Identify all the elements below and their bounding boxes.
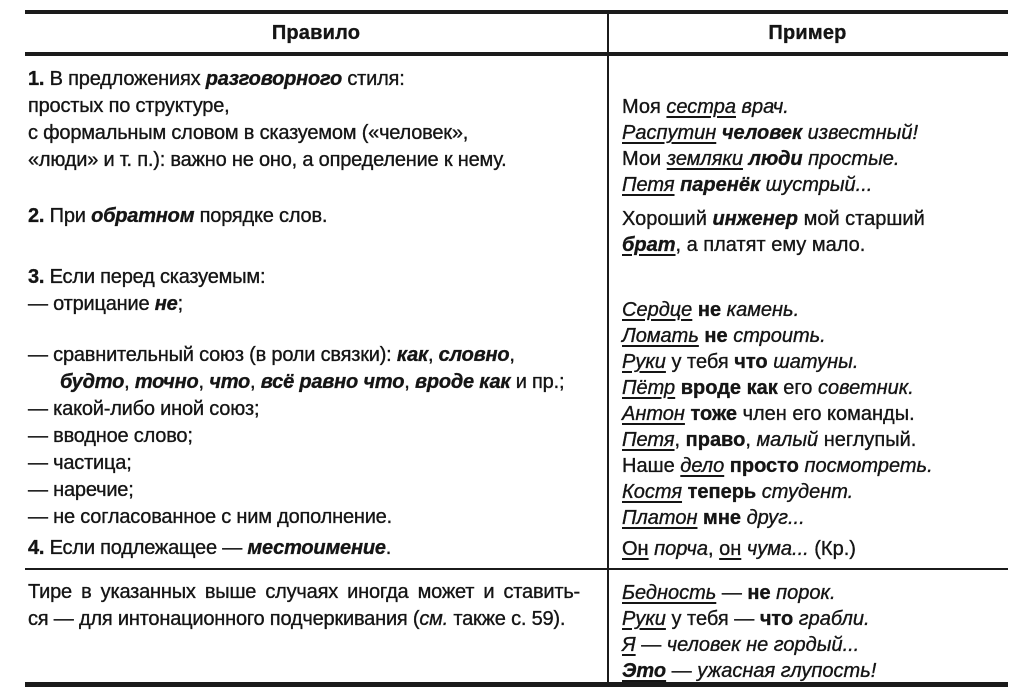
- text-line: [28, 477, 603, 504]
- text-segment: Антон: [622, 403, 685, 425]
- text-segment: — частица;: [28, 452, 132, 474]
- text-line: [622, 232, 1008, 258]
- text-line: [622, 375, 1008, 401]
- text-line: [28, 396, 603, 423]
- rule-4-text: [28, 535, 603, 562]
- rule-4-examples: [622, 536, 1008, 562]
- text-segment: Бедность: [622, 582, 717, 604]
- text-segment: грабли.: [798, 608, 870, 630]
- text-segment: ся — для интонационного подчеркивания (: [28, 608, 420, 630]
- text-line: [28, 423, 603, 450]
- text-segment: камень.: [726, 299, 800, 321]
- text-segment: люди: [748, 148, 803, 170]
- text-segment: вроде как: [414, 371, 511, 393]
- text-segment: Распутин: [622, 122, 717, 144]
- text-segment: порядке слов.: [194, 205, 328, 227]
- rule-2-examples: [622, 206, 1008, 258]
- text-line: [622, 453, 1008, 479]
- text-line: [622, 120, 1008, 146]
- text-segment: член его команды.: [737, 403, 915, 425]
- text-segment: —: [635, 634, 667, 656]
- text-segment: известный!: [802, 122, 919, 144]
- text-segment: малый: [756, 429, 819, 451]
- text-line: [622, 606, 1008, 632]
- text-segment: не: [154, 293, 178, 315]
- text-segment: разговорного: [205, 68, 342, 90]
- text-line: [28, 504, 603, 531]
- text-segment: также с. 59).: [448, 608, 566, 630]
- text-segment: не: [747, 582, 771, 604]
- text-segment: , а платят ему мало.: [675, 234, 866, 256]
- text-segment: простых по структуре,: [28, 95, 230, 117]
- text-segment: сестра: [666, 96, 736, 118]
- text-segment: у тебя: [665, 351, 735, 373]
- text-segment: посмотреть.: [804, 455, 933, 477]
- text-line: [622, 479, 1008, 505]
- text-segment: порок.: [776, 582, 836, 604]
- text-segment: Пётр: [622, 377, 676, 399]
- text-segment: право: [685, 429, 746, 451]
- text-segment: ;: [177, 293, 183, 315]
- rule-2-text: [28, 203, 603, 230]
- note-examples: [607, 570, 1008, 684]
- rules-body: [25, 56, 1008, 570]
- text-segment: человек: [721, 122, 803, 144]
- text-segment: Костя: [622, 481, 683, 503]
- rule-3-examples: [622, 297, 1008, 531]
- text-line: [28, 450, 603, 477]
- text-segment: вроде как: [680, 377, 778, 399]
- text-segment: шатуны.: [773, 351, 859, 373]
- text-segment: простые.: [802, 148, 900, 170]
- text-segment: — отрицание: [28, 293, 155, 315]
- text-line: [28, 369, 603, 396]
- text-line: [622, 505, 1008, 531]
- text-segment: ,: [745, 429, 757, 451]
- text-segment: человек не гордый...: [666, 634, 860, 656]
- text-segment: ,: [124, 371, 135, 393]
- text-line: [622, 172, 1008, 198]
- text-line: [622, 146, 1008, 172]
- text-segment: Хороший: [622, 208, 713, 230]
- text-segment: будто: [60, 371, 125, 393]
- text-segment: точно: [134, 371, 199, 393]
- text-line: [28, 342, 603, 369]
- text-segment: Он: [622, 538, 649, 560]
- text-segment: Ломать: [622, 325, 699, 347]
- text-segment: — какой-либо иной союз;: [28, 398, 260, 420]
- column-header-rule: Правило: [271, 22, 361, 44]
- text-segment: он: [719, 538, 742, 560]
- text-segment: всё равно что: [260, 371, 405, 393]
- text-segment: Руки: [622, 608, 666, 630]
- text-line: [28, 264, 603, 291]
- text-segment: и пр.;: [510, 371, 565, 393]
- text-segment: словно: [438, 344, 510, 366]
- text-segment: у тебя —: [665, 608, 760, 630]
- table-header-row: [25, 14, 1008, 56]
- text-segment: 2.: [28, 205, 50, 227]
- text-line: [28, 66, 603, 93]
- text-segment: дело: [680, 455, 725, 477]
- text-segment: — вводное слово;: [28, 425, 193, 447]
- text-line: [622, 349, 1008, 375]
- text-line: [28, 147, 603, 174]
- text-line: [622, 658, 1008, 684]
- rule-3-text: [28, 264, 603, 531]
- text-segment: чума...: [746, 538, 809, 560]
- text-segment: .: [385, 537, 392, 559]
- text-segment: Если подлежащее —: [49, 537, 248, 559]
- text-segment: Моя: [622, 96, 667, 118]
- text-line: [28, 579, 580, 606]
- text-segment: В предложениях: [49, 68, 206, 90]
- text-segment: строить.: [733, 325, 826, 347]
- text-segment: врач.: [736, 96, 789, 118]
- text-line: [622, 94, 1008, 120]
- text-segment: 4.: [28, 537, 50, 559]
- text-segment: Это: [622, 660, 667, 682]
- text-segment: шустрый...: [760, 174, 873, 196]
- text-segment: что: [734, 351, 768, 373]
- text-segment: порча: [654, 538, 708, 560]
- text-segment: —: [666, 660, 698, 682]
- text-segment: инженер: [712, 208, 799, 230]
- text-segment: — не согласованное с ним дополнение.: [28, 506, 392, 528]
- text-segment: не: [697, 299, 722, 321]
- text-segment: Сердце: [622, 299, 693, 321]
- note-row: [25, 570, 1008, 687]
- text-line: [28, 93, 603, 120]
- text-segment: Тире в указанных выше случаях иногда может и ставить-: [28, 581, 580, 603]
- text-segment: студент.: [761, 481, 854, 503]
- text-line: [622, 206, 1008, 232]
- text-line: [28, 203, 603, 230]
- text-segment: — наречие;: [28, 479, 134, 501]
- text-segment: ,: [250, 371, 261, 393]
- text-segment: —: [716, 582, 748, 604]
- note-rule-text: [25, 570, 607, 684]
- text-segment: стиля:: [342, 68, 405, 90]
- text-segment: — сравнительный союз (в роли связки):: [28, 344, 397, 366]
- text-segment: ,: [404, 371, 415, 393]
- text-line: [28, 291, 603, 318]
- text-line: [622, 580, 1008, 606]
- text-segment: ,: [674, 429, 686, 451]
- text-segment: земляки: [666, 148, 743, 170]
- text-segment: просто: [729, 455, 799, 477]
- text-segment: брат: [622, 234, 676, 256]
- column-divider-line: [607, 14, 609, 687]
- text-segment: как: [396, 344, 428, 366]
- text-segment: Петя: [622, 429, 675, 451]
- text-segment: 1.: [28, 68, 50, 90]
- column-header-example: Пример: [768, 22, 847, 44]
- text-segment: «люди» и т. п.): важно не оно, а определение к нему.: [28, 149, 507, 171]
- dash-rules-table: [25, 10, 1008, 687]
- text-line: [28, 606, 580, 633]
- text-segment: теперь: [687, 481, 757, 503]
- text-segment: ,: [708, 538, 720, 560]
- text-segment: неглупый.: [818, 429, 917, 451]
- text-segment: Петя: [622, 174, 675, 196]
- text-segment: Руки: [622, 351, 666, 373]
- text-segment: Наше: [622, 455, 681, 477]
- text-segment: с формальным словом в сказуемом («человек»,: [28, 122, 469, 144]
- text-segment: (Кр.): [808, 538, 856, 560]
- rule-1-examples: [622, 94, 1008, 198]
- text-segment: тоже: [690, 403, 738, 425]
- text-segment: мой старший: [798, 208, 925, 230]
- text-segment: что: [759, 608, 794, 630]
- text-line: [622, 297, 1008, 323]
- text-segment: ужасная глупость!: [697, 660, 877, 682]
- text-segment: ,: [198, 371, 210, 393]
- text-segment: мне: [703, 507, 742, 529]
- rule-1-text: [28, 66, 603, 174]
- text-segment: Я: [622, 634, 636, 656]
- text-segment: ,: [509, 344, 515, 366]
- text-line: [622, 632, 1008, 658]
- text-segment: 3.: [28, 266, 50, 288]
- text-line: [28, 120, 603, 147]
- text-segment: друг...: [746, 507, 805, 529]
- text-segment: советник.: [817, 377, 914, 399]
- text-line: [28, 535, 603, 562]
- text-segment: местоимение: [247, 537, 386, 559]
- text-segment: см.: [419, 608, 449, 630]
- text-segment: Платон: [622, 507, 698, 529]
- text-segment: При: [49, 205, 92, 227]
- text-segment: не: [704, 325, 728, 347]
- text-segment: ,: [427, 344, 439, 366]
- text-segment: его: [777, 377, 818, 399]
- text-line: [622, 536, 1008, 562]
- text-segment: Мои: [622, 148, 667, 170]
- text-line: [622, 427, 1008, 453]
- text-line: [622, 401, 1008, 427]
- text-segment: что: [209, 371, 251, 393]
- text-segment: обратном: [91, 205, 195, 227]
- text-segment: паренёк: [680, 174, 761, 196]
- text-line: [622, 323, 1008, 349]
- text-segment: Если перед сказуемым:: [49, 266, 266, 288]
